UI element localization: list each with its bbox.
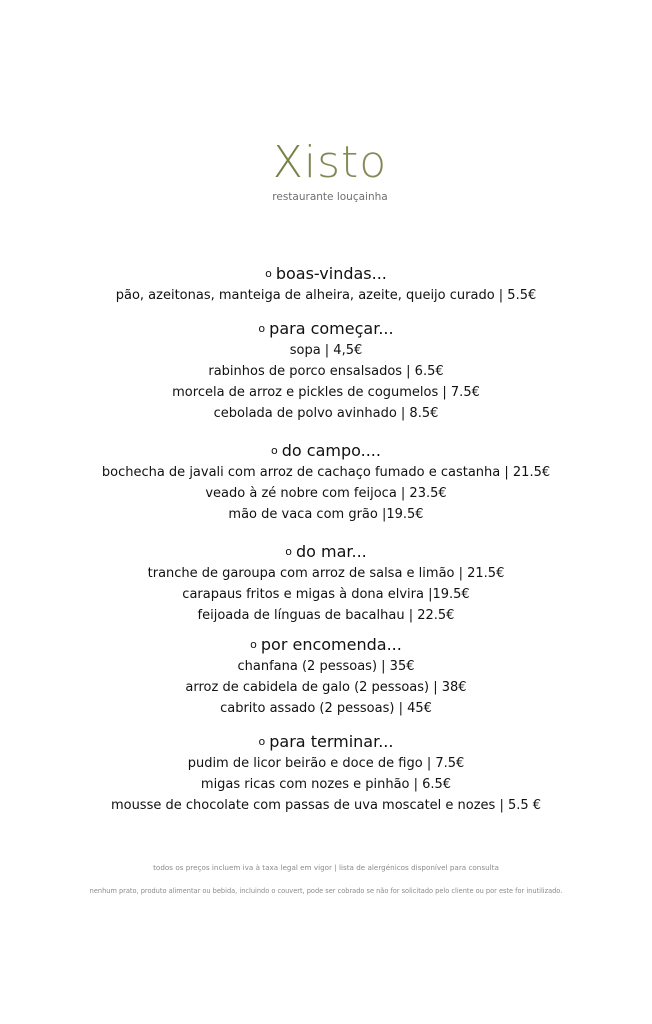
menu-item: bochecha de javali com arroz de cachaço fumado e castanha | 21.5€ <box>101 465 551 480</box>
section-title <box>0 634 652 656</box>
footer-note-vat: todos os preços incluem iva à taxa legal em vigor | lista de alergénicos disponível para consulta <box>153 863 499 872</box>
menu-item: migas ricas com nozes e pinhão | 6.5€ <box>200 777 452 792</box>
menu-item: tranche de garoupa com arroz de salsa e limão | 21.5€ <box>147 566 505 581</box>
menu <box>0 263 652 816</box>
section-do-campo <box>0 440 652 525</box>
bullet-icon: o <box>285 545 292 558</box>
menu-item: pudim de licor beirão e doce de figo | 7.5€ <box>187 756 465 771</box>
menu-item: chanfana (2 pessoas) | 35€ <box>237 659 415 674</box>
section-boas-vindas <box>0 263 652 306</box>
section-title-text: do campo.... <box>281 441 381 460</box>
menu-item: mão de vaca com grão |19.5€ <box>228 507 424 522</box>
menu-item: carapaus fritos e migas à dona elvira |19.5€ <box>182 587 470 602</box>
footer-notes <box>0 862 652 897</box>
menu-item: veado à zé nobre com feijoca | 23.5€ <box>205 486 447 501</box>
menu-item: feijoada de línguas de bacalhau | 22.5€ <box>197 608 455 623</box>
menu-item: morcela de arroz e pickles de cogumelos | 7.5€ <box>172 385 480 400</box>
menu-item: rabinhos de porco ensalsados | 6.5€ <box>208 364 444 379</box>
bullet-icon: o <box>258 735 266 748</box>
section-title <box>0 731 652 753</box>
menu-item: cabrito assado (2 pessoas) | 45€ <box>220 701 432 716</box>
section-para-comecar <box>0 318 652 424</box>
section-title-text: para começar... <box>269 319 394 338</box>
logo-subtitle: restaurante louçainha <box>272 191 388 203</box>
section-do-mar <box>0 541 652 626</box>
section-title <box>0 318 652 340</box>
footer-note-couvert: nenhum prato, produto alimentar ou bebida, incluindo o couvert, pode ser cobrado se não for solicitado pelo cliente ou por este for inutilizado. <box>89 887 563 895</box>
bullet-icon: o <box>265 267 272 280</box>
restaurant-logo <box>0 132 652 204</box>
section-title-text: boas-vindas... <box>275 264 387 283</box>
menu-item: cebolada de polvo avinhado | 8.5€ <box>213 406 439 421</box>
section-title-text: por encomenda... <box>260 635 402 654</box>
section-title <box>0 440 652 462</box>
section-title-text: do mar... <box>295 542 367 561</box>
bullet-icon: o <box>271 444 278 457</box>
section-title-text: para terminar... <box>269 732 394 751</box>
section-para-terminar <box>0 731 652 816</box>
menu-item: pão, azeitonas, manteiga de alheira, azeite, queijo curado | 5.5€ <box>115 288 537 303</box>
section-title <box>0 541 652 563</box>
logo-title: Xisto <box>4 132 652 194</box>
bullet-icon: o <box>250 638 257 651</box>
section-title <box>0 263 652 285</box>
bullet-icon: o <box>258 322 266 335</box>
menu-item: arroz de cabidela de galo (2 pessoas) | 38€ <box>185 680 467 695</box>
menu-item: sopa | 4,5€ <box>289 343 363 358</box>
menu-item: mousse de chocolate com passas de uva moscatel e nozes | 5.5 € <box>110 798 542 813</box>
section-por-encomenda <box>0 634 652 719</box>
